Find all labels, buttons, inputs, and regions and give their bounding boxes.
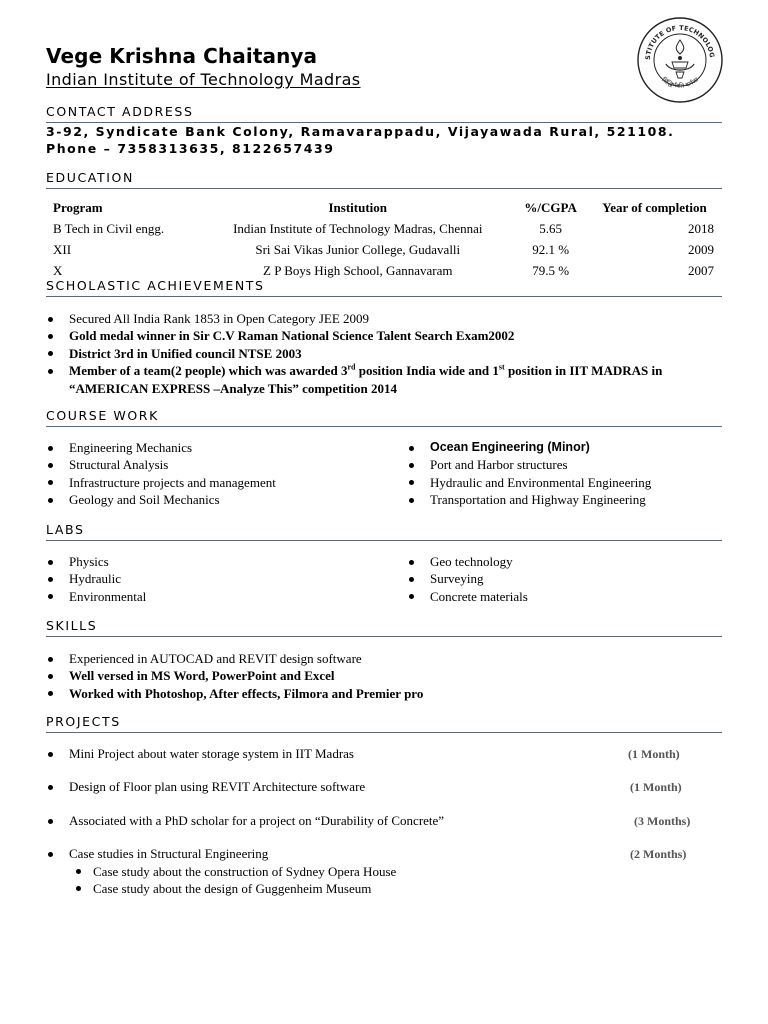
labs-right-list xyxy=(407,553,722,605)
superscript: st xyxy=(498,362,505,372)
list-item: Case study about the design of Guggenheim Museum xyxy=(70,880,670,897)
project-title: Mini Project about water storage system in IIT Madras xyxy=(69,746,354,761)
list-item: Ocean Engineering (Minor) xyxy=(407,439,722,456)
superscript: rd xyxy=(347,362,356,372)
project-duration: (2 Months) xyxy=(630,847,687,861)
section-divider xyxy=(46,732,722,733)
seal-ring-text-top: STITUTE OF TECHNOLOG xyxy=(643,23,716,61)
project-title: Design of Floor plan using REVIT Architecture software xyxy=(69,779,366,794)
project-title: Case studies in Structural Engineering xyxy=(69,846,269,861)
table-cell: 79.5 % xyxy=(532,263,570,278)
section-divider xyxy=(46,540,722,541)
list-item: Engineering Mechanics xyxy=(46,439,386,456)
list-item: Surveying xyxy=(407,570,722,587)
coursework-right-list xyxy=(407,439,722,509)
table-cell: 5.65 xyxy=(539,221,562,236)
education-heading: EDUCATION xyxy=(46,170,134,185)
list-item: Geo technology xyxy=(407,553,722,570)
scholastic-heading: SCHOLASTIC ACHIEVEMENTS xyxy=(46,278,265,293)
list-item xyxy=(46,362,722,397)
section-divider xyxy=(46,188,722,189)
list-item: Structural Analysis xyxy=(46,456,386,473)
table-cell: XII xyxy=(53,242,72,257)
column-header: Program xyxy=(53,200,103,215)
team-text-part: position India wide and 1 xyxy=(355,363,499,379)
contact-heading: CONTACT ADDRESS xyxy=(46,104,194,119)
scholastic-list xyxy=(46,310,722,397)
section-divider xyxy=(46,636,722,637)
list-item: District 3rd in Unified council NTSE 2003 xyxy=(46,345,722,362)
labs-left-list xyxy=(46,553,386,605)
list-item: Infrastructure projects and management xyxy=(46,474,386,491)
team-text-part: Member of a team(2 people) which was awarded 3 xyxy=(69,363,348,379)
list-item: Hydraulic and Environmental Engineering xyxy=(407,474,722,491)
seal-ring-text-bottom: सिद्धिर्भवति कर्मजा xyxy=(660,76,700,90)
list-item: Well versed in MS Word, PowerPoint and Excel xyxy=(46,667,722,684)
project-duration: (1 Month) xyxy=(630,780,682,794)
candidate-name: Vege Krishna Chaitanya xyxy=(46,44,318,68)
contact-phone: Phone – 7358313635, 8122657439 xyxy=(46,141,335,156)
institute-name: Indian Institute of Technology Madras xyxy=(46,70,361,89)
table-cell: 92.1 % xyxy=(532,242,570,257)
list-item: Geology and Soil Mechanics xyxy=(46,491,386,508)
list-item: Experienced in AUTOCAD and REVIT design software xyxy=(46,650,722,667)
bullet-icon xyxy=(48,752,53,757)
column-header: %/CGPA xyxy=(524,200,577,215)
table-cell: 2007 xyxy=(688,263,714,278)
skills-heading: SKILLS xyxy=(46,618,98,633)
iit-madras-seal-icon xyxy=(636,16,724,104)
contact-address: 3-92, Syndicate Bank Colony, Ramavarappadu, Vijayawada Rural, 521108. xyxy=(46,124,675,139)
list-item: Secured All India Rank 1853 in Open Category JEE 2009 xyxy=(46,310,722,327)
education-table xyxy=(46,199,722,283)
list-item: Physics xyxy=(46,553,386,570)
list-item: Gold medal winner in Sir C.V Raman National Science Talent Search Exam2002 xyxy=(46,327,722,344)
team-text-line2: “AMERICAN EXPRESS –Analyze This” competition 2014 xyxy=(69,380,398,396)
list-item: Case study about the construction of Sydney Opera House xyxy=(70,863,670,880)
table-row xyxy=(46,241,722,262)
column-header: Institution xyxy=(328,200,388,215)
table-row xyxy=(46,220,722,241)
section-divider xyxy=(46,426,722,427)
project-title: Associated with a PhD scholar for a project on “Durability of Concrete” xyxy=(69,813,445,828)
table-cell: X xyxy=(53,263,63,278)
list-item: Transportation and Highway Engineering xyxy=(407,491,722,508)
section-divider xyxy=(46,122,722,123)
list-item: Worked with Photoshop, After effects, Filmora and Premier pro xyxy=(46,685,722,702)
project-duration: (3 Months) xyxy=(634,814,691,828)
projects-heading: PROJECTS xyxy=(46,714,121,729)
coursework-heading: COURSE WORK xyxy=(46,408,159,423)
list-item: Concrete materials xyxy=(407,588,722,605)
section-divider xyxy=(46,296,722,297)
project-duration: (1 Month) xyxy=(628,747,680,761)
bullet-icon xyxy=(48,819,53,824)
project-sub-list xyxy=(70,863,670,897)
bullet-icon xyxy=(48,852,53,857)
table-cell: 2009 xyxy=(688,242,714,257)
list-item: Port and Harbor structures xyxy=(407,456,722,473)
labs-heading: LABS xyxy=(46,522,85,537)
list-item: Environmental xyxy=(46,588,386,605)
skills-list xyxy=(46,650,722,702)
list-item: Hydraulic xyxy=(46,570,386,587)
column-header: Year of completion xyxy=(602,200,707,215)
table-cell: Sri Sai Vikas Junior College, Gudavalli xyxy=(255,242,461,257)
bullet-icon xyxy=(48,785,53,790)
table-cell: Z P Boys High School, Gannavaram xyxy=(263,263,453,278)
table-cell: Indian Institute of Technology Madras, Chennai xyxy=(233,221,483,236)
table-cell: B Tech in Civil engg. xyxy=(53,221,165,236)
table-cell: 2018 xyxy=(688,221,714,236)
coursework-left-list xyxy=(46,439,386,509)
team-text-part: position in IIT MADRAS in xyxy=(504,363,663,379)
table-header-row xyxy=(46,199,722,220)
